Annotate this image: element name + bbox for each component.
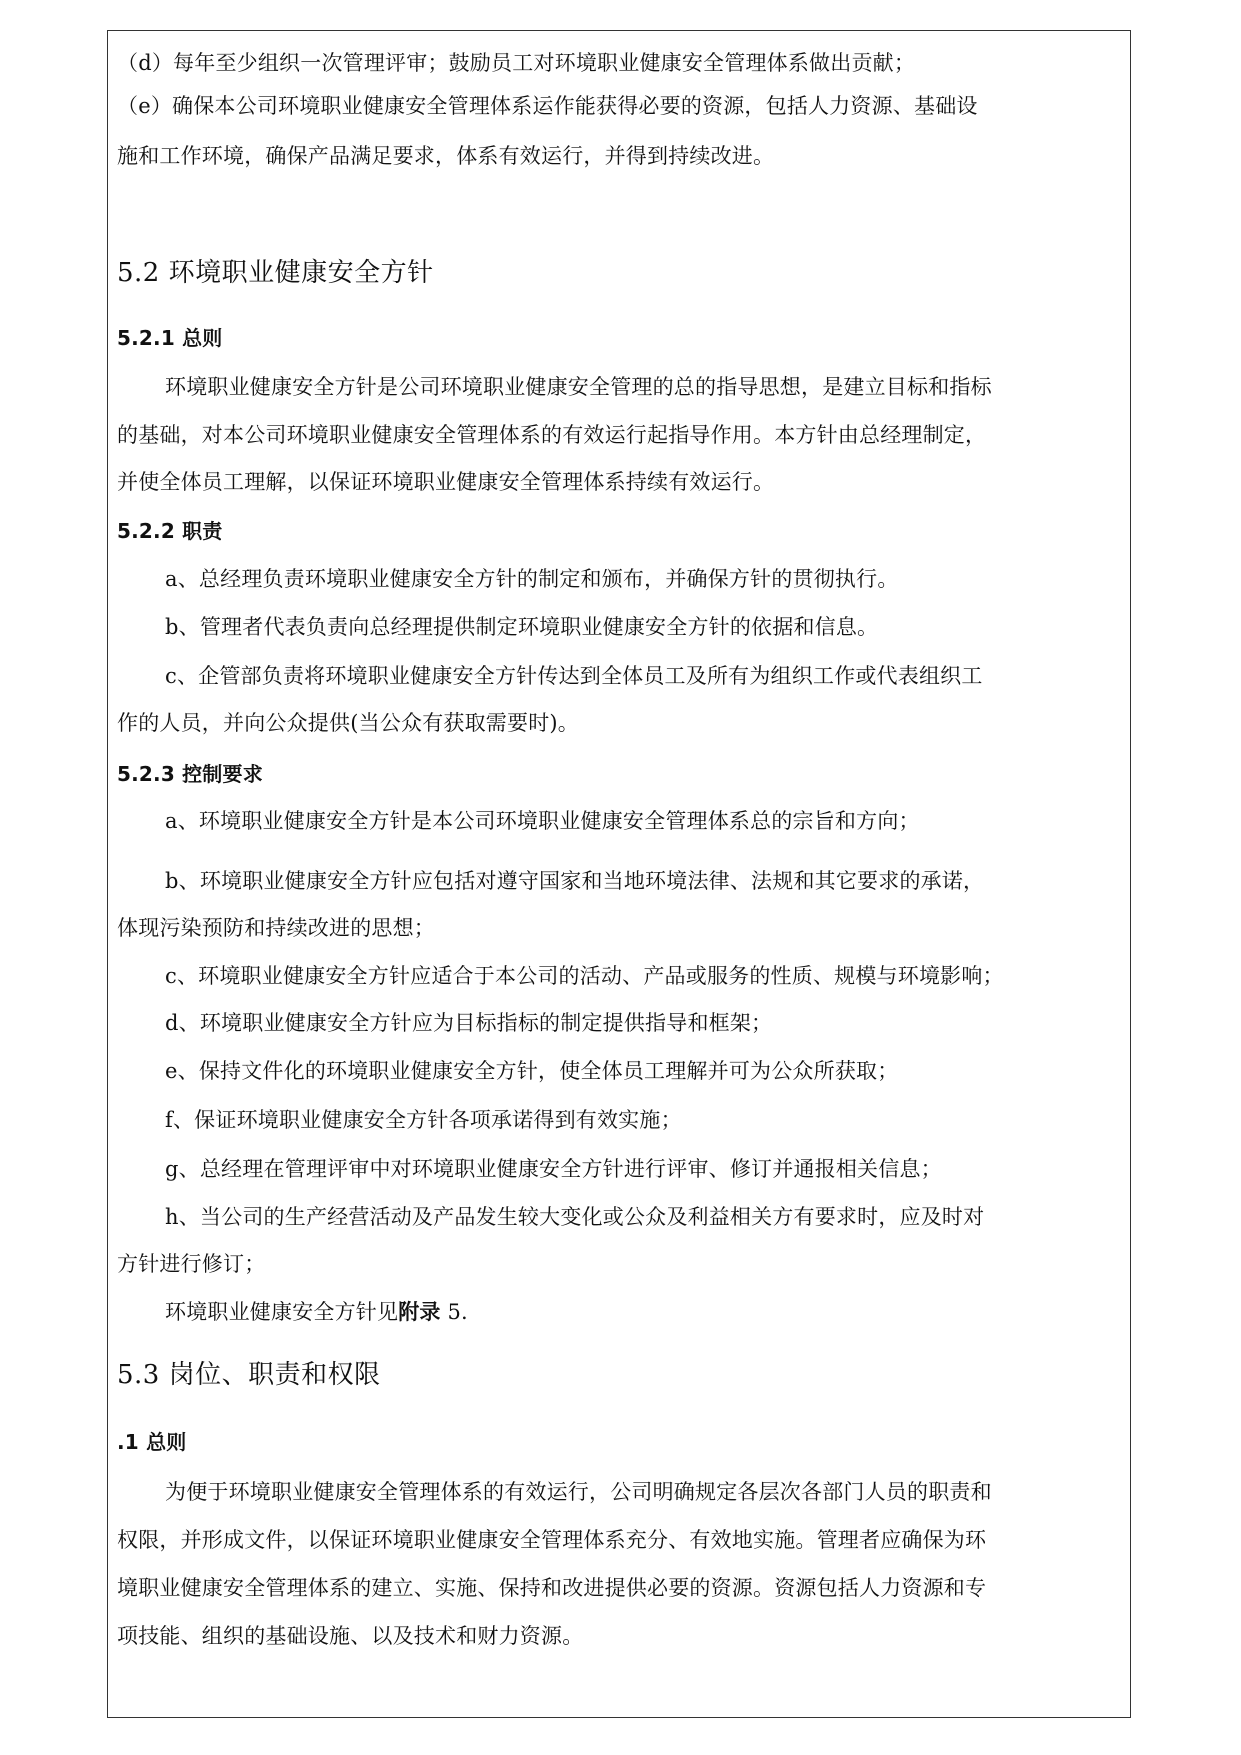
section-5-2-1-heading: 5.2.1 总则 [117,326,223,350]
list-item: h、当公司的生产经营活动及产品发生较大变化或公众及利益相关方有要求时，应及时对 [165,1205,985,1229]
section-5-2-2-heading: 5.2.2 职责 [117,519,223,543]
list-item: a、总经理负责环境职业健康安全方针的制定和颁布，并确保方针的贯彻执行。 [165,567,899,591]
appendix-number: 5. [440,1300,468,1324]
list-item-continued: 作的人员，并向公众提供(当公众有获取需要时)。 [117,711,579,735]
list-item: c、环境职业健康安全方针应适合于本公司的活动、产品或服务的性质、规模与环境影响； [165,964,1004,988]
appendix-reference [165,1298,468,1326]
paragraph-line: 环境职业健康安全方针是公司环境职业健康安全管理的总的指导思想，是建立目标和指标 [165,375,992,399]
list-item: e、保持文件化的环境职业健康安全方针，使全体员工理解并可为公众所获取； [165,1059,899,1083]
list-item: b、环境职业健康安全方针应包括对遵守国家和当地环境法律、法规和其它要求的承诺， [165,869,985,893]
appendix-link-label: 附录 [398,1300,441,1324]
paragraph-line: 境职业健康安全管理体系的建立、实施、保持和改进提供必要的资源。资源包括人力资源和专 [117,1576,987,1600]
list-item: g、总经理在管理评审中对环境职业健康安全方针进行评审、修订并通报相关信息； [165,1157,942,1181]
paragraph-line: 并使全体员工理解，以保证环境职业健康安全管理体系持续有效运行。 [117,470,775,494]
list-item: b、管理者代表负责向总经理提供制定环境职业健康安全方针的依据和信息。 [165,615,879,639]
list-item-continued: 方针进行修订； [117,1252,266,1276]
list-item: c、企管部负责将环境职业健康安全方针传达到全体员工及所有为组织工作或代表组织工 [165,664,983,688]
appendix-prefix: 环境职业健康安全方针见 [165,1300,399,1324]
list-item: f、保证环境职业健康安全方针各项承诺得到有效实施； [165,1108,682,1132]
paragraph-line: 为便于环境职业健康安全管理体系的有效运行，公司明确规定各层次各部门人员的职责和 [165,1480,992,1504]
list-item: a、环境职业健康安全方针是本公司环境职业健康安全管理体系总的宗旨和方向； [165,809,920,833]
section-5-2-heading: 5.2 环境职业健康安全方针 [117,258,434,288]
section-5-3-heading: 5.3 岗位、职责和权限 [117,1360,381,1390]
paragraph-line: 的基础，对本公司环境职业健康安全管理体系的有效运行起指导作用。本方针由总经理制定， [117,423,987,447]
paragraph-line: 项技能、组织的基础设施、以及技术和财力资源。 [117,1624,584,1648]
paragraph-line: 权限，并形成文件，以保证环境职业健康安全管理体系充分、有效地实施。管理者应确保为环 [117,1528,987,1552]
intro-item-e-line1: （e）确保本公司环境职业健康安全管理体系运作能获得必要的资源，包括人力资源、基础设 [117,94,978,118]
list-item: d、环境职业健康安全方针应为目标指标的制定提供指导和框架； [165,1011,773,1035]
section-5-3-1-heading: .1 总则 [117,1430,187,1454]
intro-item-e-line2: 施和工作环境，确保产品满足要求，体系有效运行，并得到持续改进。 [117,144,775,168]
list-item-continued: 体现污染预防和持续改进的思想； [117,916,435,940]
intro-item-d: （d）每年至少组织一次管理评审；鼓励员工对环境职业健康安全管理体系做出贡献； [117,51,916,75]
section-5-2-3-heading: 5.2.3 控制要求 [117,762,263,786]
